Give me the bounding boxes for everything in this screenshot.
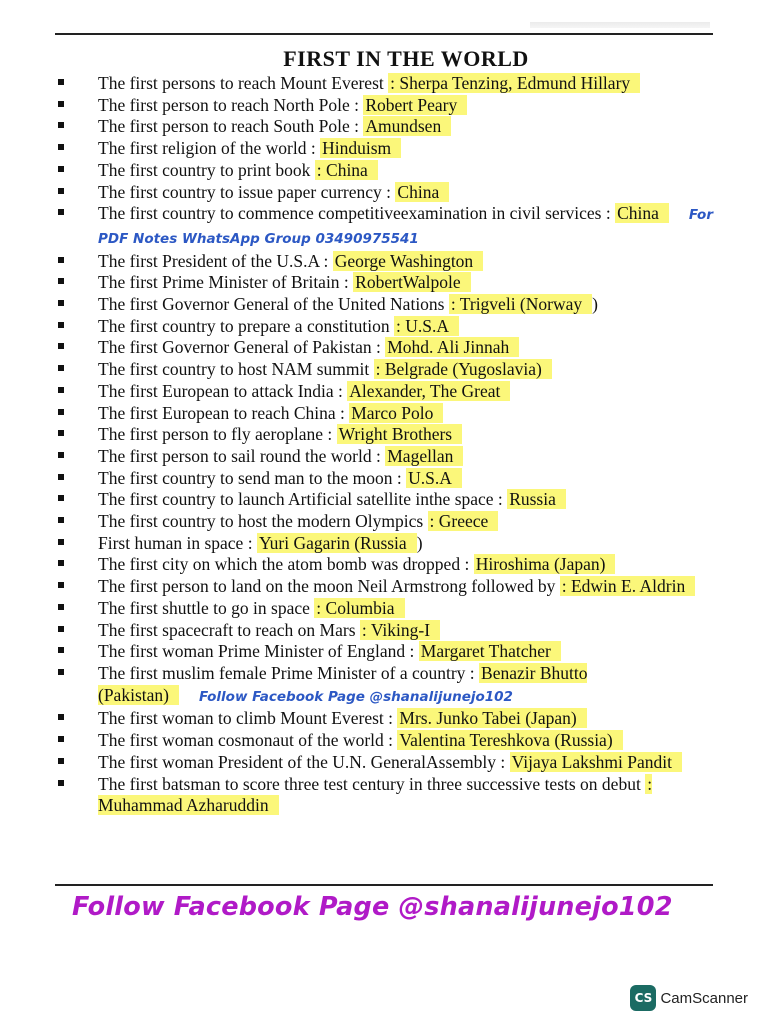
list-item <box>55 337 720 359</box>
fact-question: The first city on which the atom bomb was dropped : <box>98 554 474 575</box>
list-item <box>55 182 720 204</box>
camscanner-label: CamScanner <box>660 989 748 1007</box>
inline-promo: Follow Facebook Page @shanalijunejo102 <box>198 688 513 705</box>
bullet-icon <box>58 166 64 172</box>
fact-answer: George Washington <box>333 251 483 271</box>
inline-promo: For PDF Notes WhatsApp Group 03490975541 <box>98 207 713 247</box>
fact-question: The first country to host the modern Olympics <box>98 511 428 532</box>
bullet-icon <box>58 209 64 215</box>
fact-answer: Magellan <box>385 446 463 466</box>
fact-answer: : Greece <box>428 511 499 531</box>
bullet-icon <box>58 430 64 436</box>
page-title: FIRST IN THE WORLD <box>283 46 529 71</box>
list-item <box>55 424 720 446</box>
fact-answer: Amundsen <box>363 116 451 136</box>
header-faint-text <box>530 22 710 28</box>
list-item <box>55 138 720 160</box>
list-item <box>55 73 720 95</box>
list-item <box>55 641 720 663</box>
list-item <box>55 95 720 117</box>
fact-question: The first Governor General of Pakistan : <box>98 337 386 358</box>
fact-question: The first country to launch Artificial satellite inthe space : <box>98 489 508 510</box>
fact-answer: Hinduism <box>320 138 401 158</box>
fact-question: The first woman President of the U.N. GeneralAssembly : <box>98 751 510 772</box>
list-item <box>55 160 720 182</box>
fact-question: The first Prime Minister of Britain : <box>98 272 354 293</box>
list-item <box>55 598 720 620</box>
bullet-icon <box>58 257 64 263</box>
fact-answer: Russia <box>507 489 566 509</box>
list-item <box>55 554 720 576</box>
fact-answer: : Edwin E. Aldrin <box>560 576 695 596</box>
fact-answer: Marco Polo <box>349 403 443 423</box>
fact-answer: : U.S.A <box>394 316 459 336</box>
fact-question: The first European to reach China : <box>98 402 350 423</box>
fact-question: The first batsman to score three test century in three successive tests on debut <box>98 773 646 794</box>
list-item <box>55 708 720 730</box>
list-item <box>55 116 720 138</box>
list-item <box>55 663 720 708</box>
list-item <box>55 316 720 338</box>
fact-answer: Mrs. Junko Tabei (Japan) <box>397 708 586 728</box>
fact-question: The first woman to climb Mount Everest : <box>98 708 398 729</box>
list-item <box>55 446 720 468</box>
fact-question: The first country to print book <box>98 159 315 180</box>
bullet-icon <box>58 300 64 306</box>
list-item <box>55 359 720 381</box>
facts-list <box>55 73 720 817</box>
list-item <box>55 511 720 533</box>
list-item <box>55 489 720 511</box>
fact-question: The first person to land on the moon Neil Armstrong followed by <box>98 576 560 597</box>
fact-question: First human in space : <box>98 532 257 553</box>
bullet-icon <box>58 714 64 720</box>
bullet-icon <box>58 626 64 632</box>
fact-question: The first country to prepare a constitution <box>98 315 394 336</box>
list-item <box>55 203 720 250</box>
bullet-icon <box>58 122 64 128</box>
fact-answer: : Muhammad Azharuddin <box>98 773 653 816</box>
fact-answer: U.S.A <box>406 468 462 488</box>
bullet-icon <box>58 517 64 523</box>
fact-suffix: ) <box>416 532 423 553</box>
bullet-icon <box>58 539 64 545</box>
bullet-icon <box>58 604 64 610</box>
fact-answer: Hiroshima (Japan) <box>474 554 616 574</box>
fact-answer: : Columbia <box>314 598 404 618</box>
list-item <box>55 294 720 316</box>
fact-question: The first spacecraft to reach on Mars <box>98 619 360 640</box>
fact-answer: Robert Peary <box>363 95 467 115</box>
fact-answer: : Viking-I <box>360 620 440 640</box>
camscanner-logo-icon: CS <box>630 985 656 1011</box>
bullet-icon <box>58 188 64 194</box>
bullet-icon <box>58 736 64 742</box>
bullet-icon <box>58 144 64 150</box>
list-item <box>55 730 720 752</box>
bottom-divider <box>55 884 713 886</box>
bullet-icon <box>58 322 64 328</box>
bullet-icon <box>58 780 64 786</box>
fact-question: The first woman Prime Minister of England : <box>98 641 419 662</box>
bullet-icon <box>58 365 64 371</box>
fact-question: The first muslim female Prime Minister of a country : <box>98 662 480 683</box>
fact-answer: Vijaya Lakshmi Pandit <box>510 752 682 772</box>
bullet-icon <box>58 79 64 85</box>
fact-answer: China <box>395 182 449 202</box>
fact-answer: Benazir Bhutto (Pakistan) <box>98 662 588 705</box>
fact-suffix: ) <box>592 294 598 315</box>
bullet-icon <box>58 495 64 501</box>
list-item <box>55 468 720 490</box>
list-item <box>55 576 720 598</box>
bullet-icon <box>58 278 64 284</box>
fact-question: The first country to commence competitiveexamination in civil services : <box>98 203 616 224</box>
fact-question: The first persons to reach Mount Everest <box>98 73 389 93</box>
fact-question: The first Governor General of the United Nations <box>98 294 449 315</box>
bullet-icon <box>58 647 64 653</box>
list-item <box>55 533 720 555</box>
footer-promo: Follow Facebook Page @shanalijunejo102 <box>72 892 673 922</box>
list-item <box>55 620 720 642</box>
fact-question: The first country to issue paper currency : <box>98 181 396 202</box>
fact-answer: Wright Brothers <box>337 424 463 444</box>
list-item <box>55 272 720 294</box>
fact-answer: : Trigveli (Norway <box>449 294 592 314</box>
fact-question: The first country to send man to the moon : <box>98 467 407 488</box>
fact-answer: Valentina Tereshkova (Russia) <box>397 730 622 750</box>
fact-question: The first shuttle to go in space <box>98 597 315 618</box>
fact-question: The first woman cosmonaut of the world : <box>98 730 398 751</box>
fact-answer: : Sherpa Tenzing, Edmund Hillary <box>388 73 640 93</box>
fact-question: The first person to sail round the world : <box>98 445 386 466</box>
fact-question: The first European to attack India : <box>98 380 348 401</box>
fact-question: The first person to reach South Pole : <box>98 116 364 137</box>
fact-question: The first person to fly aeroplane : <box>98 424 337 445</box>
fact-question: The first country to host NAM summit <box>98 359 374 380</box>
fact-answer: China <box>615 203 669 223</box>
list-item <box>55 403 720 425</box>
list-item <box>55 774 720 817</box>
bullet-icon <box>58 452 64 458</box>
bullet-icon <box>58 343 64 349</box>
fact-answer: Mohd. Ali Jinnah <box>385 337 519 357</box>
fact-question: The first religion of the world : <box>98 138 321 159</box>
bullet-icon <box>58 474 64 480</box>
camscanner-badge <box>630 985 748 1011</box>
fact-answer: : China <box>315 160 378 180</box>
bullet-icon <box>58 409 64 415</box>
bullet-icon <box>58 560 64 566</box>
list-item <box>55 251 720 273</box>
fact-answer: RobertWalpole <box>353 272 471 292</box>
bullet-icon <box>58 758 64 764</box>
bullet-icon <box>58 669 64 675</box>
bullet-icon <box>58 387 64 393</box>
top-divider <box>55 33 713 35</box>
list-item <box>55 752 720 774</box>
fact-answer: Yuri Gagarin (Russia <box>257 533 417 553</box>
bullet-icon <box>58 582 64 588</box>
fact-answer: Alexander, The Great <box>347 381 510 401</box>
fact-question: The first President of the U.S.A : <box>98 250 333 271</box>
fact-question: The first person to reach North Pole : <box>98 94 364 115</box>
fact-answer: : Belgrade (Yugoslavia) <box>374 359 552 379</box>
bullet-icon <box>58 101 64 107</box>
list-item <box>55 381 720 403</box>
fact-answer: Margaret Thatcher <box>419 641 561 661</box>
